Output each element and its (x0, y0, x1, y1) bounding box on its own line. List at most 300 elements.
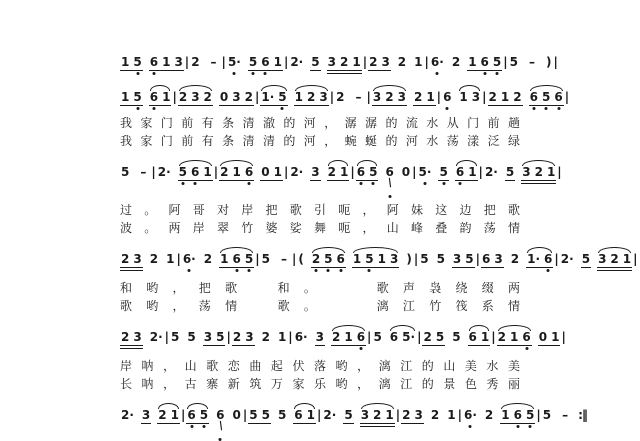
note: – (355, 90, 362, 104)
note: 3 (397, 90, 406, 104)
note: 3 (452, 252, 462, 266)
note-group (315, 331, 325, 346)
measure (120, 409, 180, 424)
barline: | (413, 252, 419, 266)
note: 5 (216, 330, 225, 344)
note: 3 (522, 165, 531, 179)
note-group (368, 56, 391, 71)
note: 6 (336, 252, 345, 266)
note-group (136, 166, 150, 180)
lyric-row: 岸呐，山歌恋曲起伏落哟，漓江的山美水美 (120, 359, 520, 373)
note: 2 (397, 55, 407, 69)
note: 1 (468, 165, 477, 179)
note: 2· (157, 165, 171, 179)
note: 2· (149, 330, 163, 344)
note: 5 (452, 330, 461, 344)
note: 1 (385, 408, 394, 422)
note: 3 (598, 252, 607, 266)
barline: | (503, 55, 508, 69)
barline: | (362, 55, 368, 69)
note: 5 (435, 330, 445, 344)
measure (368, 56, 423, 71)
note: 3 (133, 330, 142, 344)
note: 5 (324, 252, 333, 266)
note: 5 (278, 90, 287, 104)
note-group (558, 409, 572, 423)
note: 6 (356, 330, 366, 344)
barline: | (457, 408, 462, 422)
note-group-slur (597, 253, 632, 271)
note: 1 (447, 408, 456, 422)
note: 1· (527, 252, 541, 266)
measure (190, 56, 220, 70)
note-group-slur (157, 409, 180, 424)
note: 5 (581, 252, 591, 266)
note: 5 (187, 330, 196, 344)
note: 2 (373, 408, 382, 422)
note-group-slur (352, 253, 399, 268)
note: 6· (182, 252, 196, 266)
measure (260, 91, 328, 106)
note: 1 (344, 330, 353, 344)
measure (227, 56, 283, 71)
note: 3 (141, 408, 151, 422)
jianpu-score (120, 0, 638, 436)
measure (289, 166, 349, 181)
note: 5 (542, 408, 552, 422)
barline: | (181, 408, 186, 422)
note-group (343, 409, 353, 424)
note: 1 (121, 90, 130, 104)
note: 1 (162, 90, 171, 104)
note: 6 (356, 165, 366, 179)
note: 6 (480, 55, 489, 69)
note-group-slur (327, 166, 350, 181)
note: 2 (244, 90, 253, 104)
note-group (277, 331, 287, 345)
measure (261, 253, 291, 267)
note-group (219, 91, 254, 106)
note: 3 (311, 165, 320, 179)
note: 6 (244, 165, 254, 179)
note: 6 (149, 90, 159, 104)
note: 1 (339, 165, 349, 179)
note-group (418, 166, 433, 180)
barline: | (633, 252, 638, 266)
note: 1 (468, 55, 477, 69)
barline: | (172, 90, 177, 104)
note: 2 (510, 252, 520, 266)
barline: | (491, 330, 496, 344)
note: 2 (261, 330, 270, 344)
note: 1 (170, 408, 179, 422)
note: 2 (311, 252, 321, 266)
barline: | (226, 330, 231, 344)
note: 6· (463, 408, 477, 422)
barline: | (164, 330, 170, 344)
note: 5 (436, 252, 445, 266)
note: 2 (336, 90, 345, 104)
note: 1 (273, 165, 282, 179)
measure (463, 409, 535, 424)
note: 2 (307, 90, 316, 104)
music-line (120, 83, 570, 106)
note: 2 (484, 408, 494, 422)
note: 5 (525, 408, 535, 422)
measure (120, 56, 184, 71)
note-group (451, 56, 461, 70)
note: 5 (249, 408, 258, 422)
note: 1 (232, 165, 241, 179)
measure (157, 166, 213, 181)
note-group (120, 331, 143, 349)
lyric-row: 歌哟，荡情 歌。 漓江竹筏系情 (120, 299, 520, 313)
note-group (157, 166, 172, 180)
note-group (120, 409, 135, 423)
barline: | (291, 252, 297, 266)
note: 2· (484, 165, 498, 179)
barline: | (329, 90, 335, 104)
note: 3 (414, 408, 423, 422)
lyric-row: 我家门前有条清澈的河，潺潺的流水从门前趟 (120, 116, 520, 130)
note: 2 (203, 252, 213, 266)
note-group (510, 253, 520, 267)
score-line (120, 83, 570, 149)
music-line (120, 323, 566, 349)
note: 2 (423, 330, 432, 344)
measure (219, 166, 283, 181)
measure (422, 331, 490, 346)
measure (120, 166, 150, 180)
note-group (227, 56, 242, 70)
note: 5 (465, 252, 474, 266)
note: 2· (323, 408, 337, 422)
measure (248, 409, 316, 424)
measure (178, 91, 254, 106)
measure (289, 56, 361, 74)
music-line (120, 48, 558, 74)
note-group-slur (360, 409, 395, 427)
note: 1 (622, 252, 632, 266)
measure (372, 91, 436, 106)
lyric-row: 波。两岸翠竹婆娑舞呃，山峰叠韵荡情 (120, 221, 520, 235)
barline: | (184, 55, 190, 69)
lyric-row: 和哟，把歌 和。 歌声袅绕缀两 (120, 281, 520, 295)
note: 2 (430, 408, 440, 422)
note-group-slur (331, 331, 366, 346)
note: 5 (492, 55, 502, 69)
barline: | (536, 408, 541, 422)
score-line (120, 158, 562, 236)
note: 2 (513, 90, 522, 104)
note: 0 (538, 330, 548, 344)
note: 5· (418, 165, 432, 179)
note-group (401, 166, 411, 180)
lyric-row: 长呐，古寨新筑万家乐哟，漓江的景色秀丽 (120, 377, 520, 391)
lyric-row: 我家门前有条清清的河，蜿蜒的河水荡漾泛绿 (120, 134, 520, 148)
measure (335, 91, 365, 105)
barline: | (283, 165, 289, 179)
note: 6\ (216, 409, 224, 435)
note-group-slur (468, 331, 491, 346)
note-group (149, 56, 184, 71)
note-group (186, 331, 196, 345)
note-group (401, 409, 424, 424)
note-group-slur (178, 166, 213, 181)
lyric-row: 过。阿哥对岸把歌引呃，阿妹这边把歌 (120, 203, 520, 217)
note: 6 (149, 55, 159, 69)
note-group (277, 409, 287, 423)
note-group (467, 56, 502, 71)
glissando-icon: \ (217, 418, 224, 433)
barline: | (557, 165, 562, 179)
note: 2· (290, 165, 304, 179)
note: 1 (352, 252, 362, 266)
note-group (149, 331, 164, 345)
note-group (170, 331, 180, 345)
note: 1 (546, 165, 556, 179)
measure (170, 331, 225, 346)
note-group (351, 91, 365, 105)
note-group (120, 91, 143, 106)
note: 1 (551, 330, 560, 344)
note: 2 (610, 252, 619, 266)
note-group (335, 91, 345, 105)
note-group-slur (521, 166, 556, 184)
note: 2 (369, 55, 378, 69)
barline: | (412, 165, 417, 179)
note-group (231, 409, 241, 423)
note: – (210, 55, 217, 69)
note-group (120, 253, 143, 271)
note-group (277, 253, 291, 267)
note-group-slur (500, 409, 535, 424)
note: 3 (315, 330, 324, 344)
note: 3 (389, 252, 399, 266)
note-group (488, 91, 523, 106)
note: 1 (426, 90, 435, 104)
note: 2 (488, 90, 497, 104)
note-group (430, 56, 445, 70)
note: 5 (244, 252, 254, 266)
note: 5 (178, 165, 188, 179)
measure (419, 253, 474, 268)
note: 3 (232, 90, 241, 104)
note-group-slur (260, 91, 287, 106)
note: 5 (439, 165, 448, 179)
note-group (141, 409, 151, 424)
note-group (505, 166, 515, 181)
barline: | (367, 330, 372, 344)
music-line (120, 401, 587, 436)
note-group (481, 253, 504, 268)
note: 2 (339, 55, 349, 69)
barline: | (395, 408, 401, 422)
note-group-slur (356, 166, 379, 181)
note: 6· (430, 55, 444, 69)
note-group (384, 166, 394, 193)
score-line (120, 323, 566, 392)
score-line (120, 48, 558, 74)
note-group-slur (497, 331, 532, 346)
note: 3 (191, 90, 200, 104)
note: 6 (389, 330, 399, 344)
note: 3 (203, 330, 213, 344)
note: 2 (385, 90, 394, 104)
note: 3 (319, 90, 328, 104)
note: 3 (372, 90, 382, 104)
note: 6 (187, 408, 196, 422)
note: 6 (513, 408, 522, 422)
close-paren: ) (406, 252, 412, 266)
note: 1 (500, 90, 510, 104)
note-group-slur (293, 409, 316, 424)
note: 5 (171, 330, 180, 344)
note-group (248, 409, 271, 424)
note: 6 (544, 252, 553, 266)
note-group (422, 331, 445, 346)
note: 2 (413, 90, 423, 104)
barline: | (554, 252, 559, 266)
note: 2 (191, 55, 200, 69)
note: 2 (121, 330, 130, 344)
note: 1 (220, 252, 229, 266)
note-group-slur (389, 331, 416, 345)
note: 2 (451, 55, 461, 69)
note: 1 (414, 55, 423, 69)
measure (488, 91, 564, 106)
note: 1 (273, 55, 282, 69)
measure (484, 166, 556, 184)
note: 3 (327, 55, 336, 69)
note: 1 (294, 90, 304, 104)
note-group-slur (219, 253, 254, 268)
note-group-slur (311, 253, 346, 268)
measure (481, 253, 553, 268)
note-group (413, 91, 436, 106)
note: 5 (121, 165, 130, 179)
note-group (120, 56, 143, 71)
note: 0 (232, 408, 241, 422)
note-group (581, 253, 591, 268)
note-group (327, 56, 362, 74)
note-group (438, 166, 448, 181)
note-group (248, 56, 283, 71)
note: 5 (261, 252, 270, 266)
note: – (529, 55, 536, 69)
note-group (289, 166, 304, 180)
note-group (484, 166, 499, 180)
note: 6 (482, 252, 491, 266)
note: 2 (158, 408, 167, 422)
note: 1 (203, 165, 212, 179)
measure (418, 166, 478, 181)
barline: | (350, 165, 355, 179)
note: – (140, 165, 147, 179)
barline: | (176, 252, 181, 266)
note: 0 (219, 90, 229, 104)
note: 6 (443, 90, 452, 104)
note: 3 (174, 55, 183, 69)
score-line (120, 245, 638, 314)
score-line (120, 401, 587, 436)
barline: | (288, 330, 293, 344)
note-group (310, 166, 320, 181)
note-group-slur (186, 409, 209, 424)
note-group (372, 331, 382, 345)
note: 5 (311, 55, 320, 69)
measure (509, 56, 553, 70)
measure (186, 409, 241, 436)
note-group (538, 331, 561, 346)
note: 1 (501, 408, 510, 422)
measure (120, 331, 164, 349)
measure (120, 253, 175, 271)
barline: | (283, 55, 289, 69)
barline: | (242, 408, 248, 422)
note: 5 (365, 252, 374, 266)
note: 5 (420, 252, 429, 266)
barline: | (317, 408, 322, 422)
note-group (215, 409, 225, 436)
barline: | (564, 90, 570, 104)
note-group (207, 56, 221, 70)
note: 3 (133, 252, 142, 266)
note: 2· (290, 55, 304, 69)
note: 5 (277, 408, 287, 422)
note-group (294, 331, 309, 345)
note-group (232, 331, 255, 346)
measure (120, 91, 171, 106)
note-group (261, 331, 271, 345)
note: 2 (203, 90, 212, 104)
note: 6 (191, 165, 200, 179)
barline: | (478, 165, 483, 179)
note: 2· (560, 252, 574, 266)
repeat-end-barline: :‖ (578, 408, 587, 422)
note-group (120, 166, 130, 180)
note-group-slur (178, 91, 213, 106)
note-group (436, 253, 446, 267)
note: 5 (373, 330, 382, 344)
measure (356, 166, 411, 193)
note: 6 (468, 330, 477, 344)
note: 5 (133, 55, 142, 69)
note-group-slur (219, 166, 254, 181)
note-group-slur (526, 253, 553, 268)
note-group (322, 409, 337, 423)
note: 5 (369, 165, 378, 179)
barline: | (255, 252, 260, 266)
barline: | (366, 90, 371, 104)
note-group (260, 166, 283, 181)
note: 2 (402, 408, 411, 422)
note-group (442, 91, 452, 105)
measure (297, 253, 412, 268)
note-group (413, 56, 423, 70)
note: 3 (494, 252, 503, 266)
note-group (190, 56, 200, 70)
note: 3 (471, 90, 481, 104)
note: 5 (261, 408, 270, 422)
note: 1 (459, 90, 468, 104)
measure (372, 331, 416, 345)
note: 1 (377, 252, 386, 266)
note-group (430, 409, 440, 423)
note: 6 (232, 252, 241, 266)
glissando-icon: \ (386, 175, 394, 190)
barline: | (424, 55, 429, 69)
